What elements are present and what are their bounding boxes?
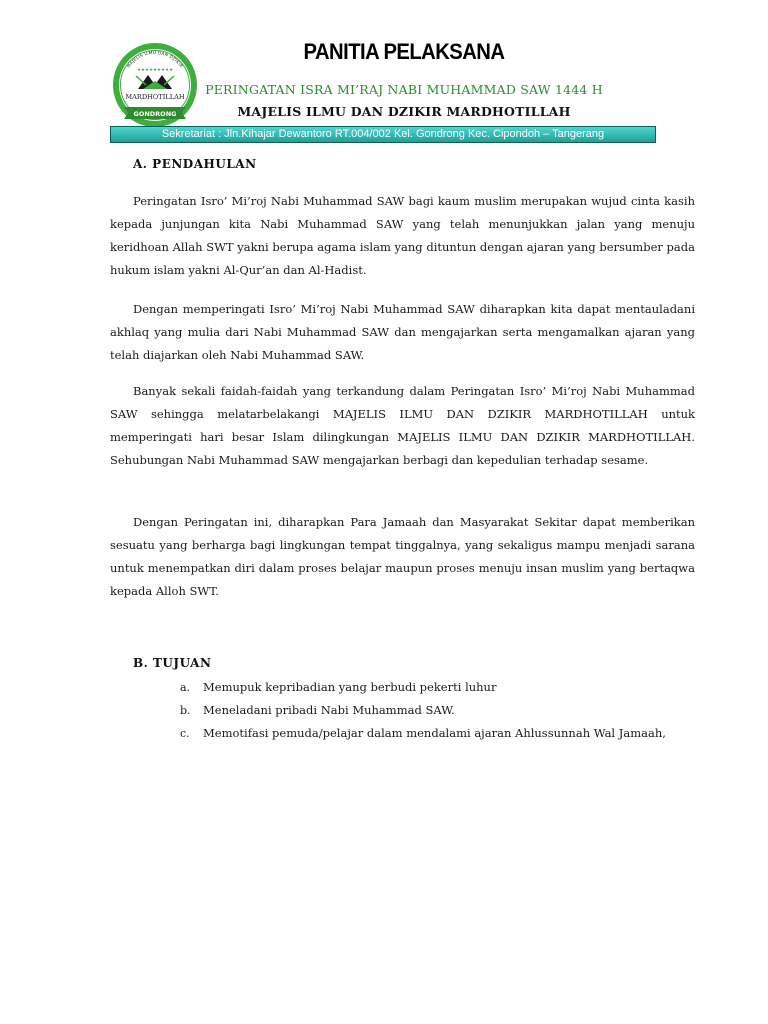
paragraph: Dengan memperingati Isro’ Mi’roj Nabi Muhammad SAW diharapkan kita dapat mentauladani akhlaq yang mulia dari Nabi Muhammad SAW dan mengajarkan serta mengamalkan ajaran yang telah diajarkan oleh Nabi Muhammad SAW. (110, 302, 695, 362)
svg-text:MAJELIS ILMU DAN DZIKIR: MAJELIS ILMU DAN DZIKIR (125, 49, 185, 69)
paragraph: Peringatan Isro’ Mi’roj Nabi Muhammad SAW bagi kaum muslim merupakan wujud cinta kasih kepada junjungan kita Nabi Muhammad SAW yang telah menunjukkan jalan yang menuju keridhoan Allah SWT yakni berupa agama islam yang dituntun dengan ajaran yang bersumber pada hukum islam yakni Al-Qur’an dan Al-Hadist. (110, 194, 695, 277)
paragraph: Dengan Peringatan ini, diharapkan Para Jamaah dan Masyarakat Sekitar dapat memberikan sesuatu yang berharga bagi lingkungan tempat tinggalnya, yang sekaligus mampu menjadi sarana untuk menempatkan diri dalam proses belajar maupun proses menuju insan muslim yang bertaqwa kepada Alloh SWT. (110, 515, 695, 598)
list-item: c. Memotifasi pemuda/pelajar dalam mendalami ajaran Ahlussunnah Wal Jamaah, (180, 726, 666, 740)
secretariat-address-banner: Sekretariat : Jln.Kihajar Dewantoro RT.004/002 Kel. Gondrong Kec. Cipondoh – Tangerang (110, 126, 656, 143)
organization-name: MAJELIS ILMU DAN DZIKIR MARDHOTILLAH (237, 104, 571, 119)
svg-text:★★★★★★★★★: ★★★★★★★★★ (136, 68, 174, 73)
letterhead-title: PANITIA PELAKSANA (303, 39, 505, 64)
paragraph: Banyak sekali faidah-faidah yang terkandung dalam Peringatan Isro’ Mi’roj Nabi Muhammad SAW sehingga melatarbelakangi MAJELIS ILMU DAN DZIKIR MARDHOTILLAH untuk memperingati hari besar Islam dilingkungan MAJELIS ILMU DAN DZIKIR MARDHOTILLAH. Sehubungan Nabi Muhammad SAW mengajarkan berbagi dan kepedulian terhadap sesame. (110, 384, 695, 467)
mardhotillah-logo (110, 41, 200, 131)
section-a-heading: A. PENDAHULAN (133, 157, 257, 171)
objectives-list (170, 676, 695, 745)
svg-text:MARDHOTILLAH: MARDHOTILLAH (125, 93, 185, 101)
list-item: b. Meneladani pribadi Nabi Muhammad SAW. (180, 703, 455, 717)
list-item: a. Memupuk kepribadian yang berbudi pekerti luhur (180, 680, 497, 694)
section-b-heading: B. TUJUAN (133, 656, 212, 670)
svg-text:GONDRONG: GONDRONG (133, 110, 177, 118)
event-title: PERINGATAN ISRA MI’RAJ NABI MUHAMMAD SAW 1444 H (205, 82, 603, 97)
